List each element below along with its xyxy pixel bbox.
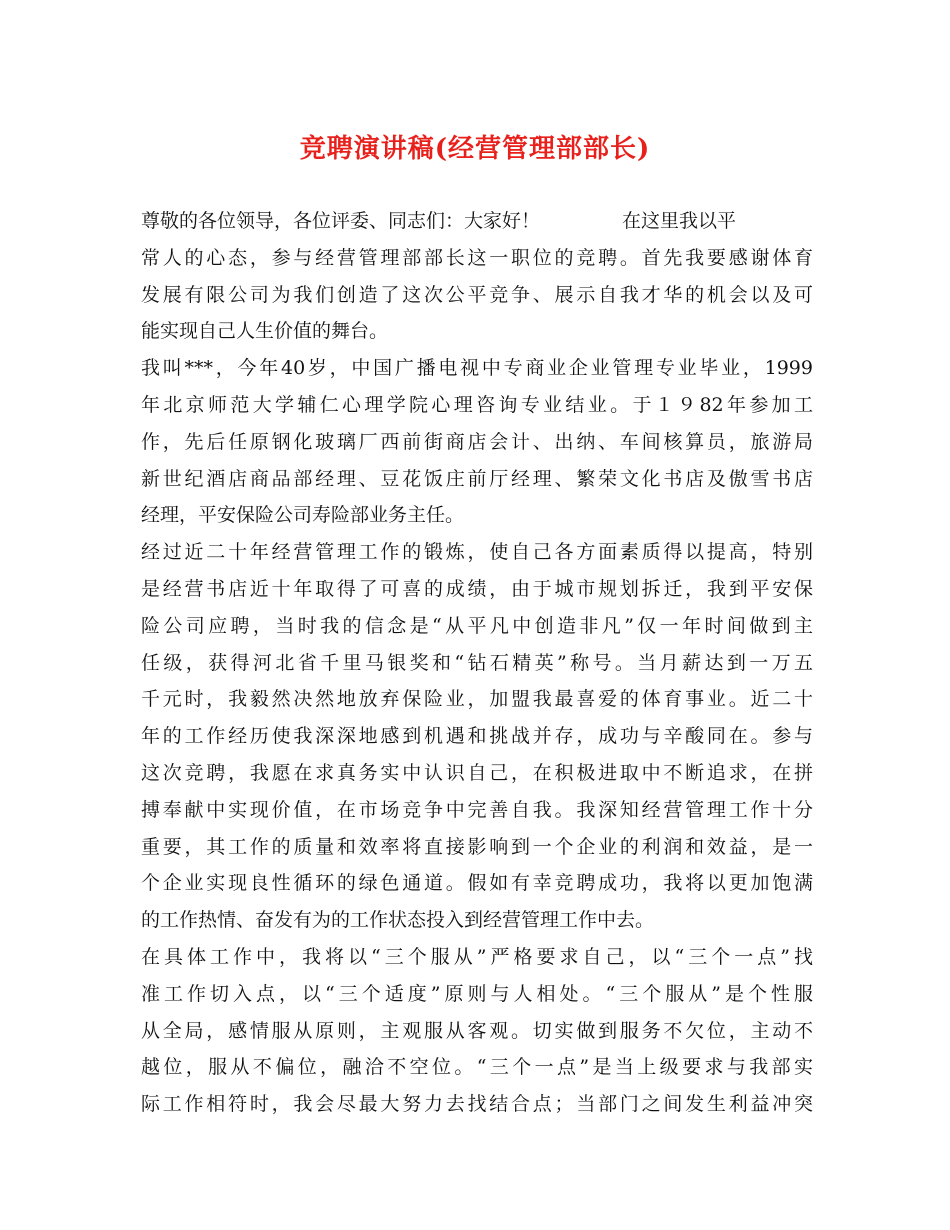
text-line: 年的工作经历使我深深地感到机遇和挑战并存，成功与辛酸同在。参与 (141, 725, 813, 748)
text-line: 作，先后任原钢化玻璃厂西前街商店会计、出纳、车间核算员，旅游局 (141, 430, 813, 453)
text-line: 际工作相符时，我会尽最大努力去找结合点；当部门之间发生利益冲突 (141, 1093, 813, 1116)
text-line: 我叫***，今年40岁，中国广播电视中专商业企业管理专业毕业，1999 (141, 357, 813, 380)
text-line: 常人的心态，参与经营管理部部长这一职位的竞聘。首先我要感谢体育 (141, 246, 813, 269)
text-line: 准工作切入点，以“三个适度”原则与人相处。“三个服从”是个性服 (141, 982, 813, 1005)
text-line: 的工作热情、奋发有为的工作状态投入到经营管理工作中去。 (141, 909, 655, 932)
text-line: 在具体工作中，我将以“三个服从”严格要求自己，以“三个一点”找 (141, 945, 813, 968)
greeting-text: 尊敬的各位领导，各位评委、同志们：大家好！ (141, 210, 541, 232)
text-line: 经理，平安保险公司寿险部业务主任。 (141, 504, 465, 527)
text-line: 险公司应聘，当时我的信念是“从平凡中创造非凡”仅一年时间做到主 (141, 614, 813, 637)
text-line: 是经营书店近十年取得了可喜的成绩，由于城市规划拆迁，我到平安保 (141, 577, 813, 600)
text-line: 经过近二十年经营管理工作的锻炼，使自己各方面素质得以提高，特别 (141, 541, 813, 564)
text-line: 千元时，我毅然决然地放弃保险业，加盟我最喜爱的体育事业。近二十 (141, 688, 813, 711)
intro-text: 在这里我以平 (622, 210, 737, 232)
text-line (141, 203, 813, 240)
text-line: 年北京师范大学辅仁心理学院心理咨询专业结业。于１９82年参加工 (141, 393, 813, 416)
text-line: 重要，其工作的质量和效率将直接影响到一个企业的利润和效益，是一 (141, 835, 813, 858)
text-line: 能实现自己人生价值的舞台。 (141, 320, 389, 343)
text-line: 越位，服从不偏位，融洽不空位。“三个一点”是当上级要求与我部实 (141, 1056, 813, 1079)
text-line: 任级，获得河北省千里马银奖和“钻石精英”称号。当月薪达到一万五 (141, 651, 813, 674)
text-line: 搏奉献中实现价值，在市场竞争中完善自我。我深知经营管理工作十分 (141, 798, 813, 821)
text-line: 个企业实现良性循环的绿色通道。假如有幸竞聘成功，我将以更加饱满 (141, 872, 813, 895)
text-line: 这次竞聘，我愿在求真务实中认识自己，在积极进取中不断追求，在拼 (141, 761, 813, 784)
document-title: 竞聘演讲稿(经营管理部部长) (299, 134, 651, 164)
text-line: 新世纪酒店商品部经理、豆花饭庄前厅经理、繁荣文化书店及傲雪书店 (141, 467, 813, 490)
document-body (141, 203, 813, 1123)
text-line: 从全局，感情服从原则，主观服从客观。切实做到服务不欠位，主动不 (141, 1019, 813, 1042)
text-line: 发展有限公司为我们创造了这次公平竞争、展示自我才华的机会以及可 (141, 283, 813, 306)
